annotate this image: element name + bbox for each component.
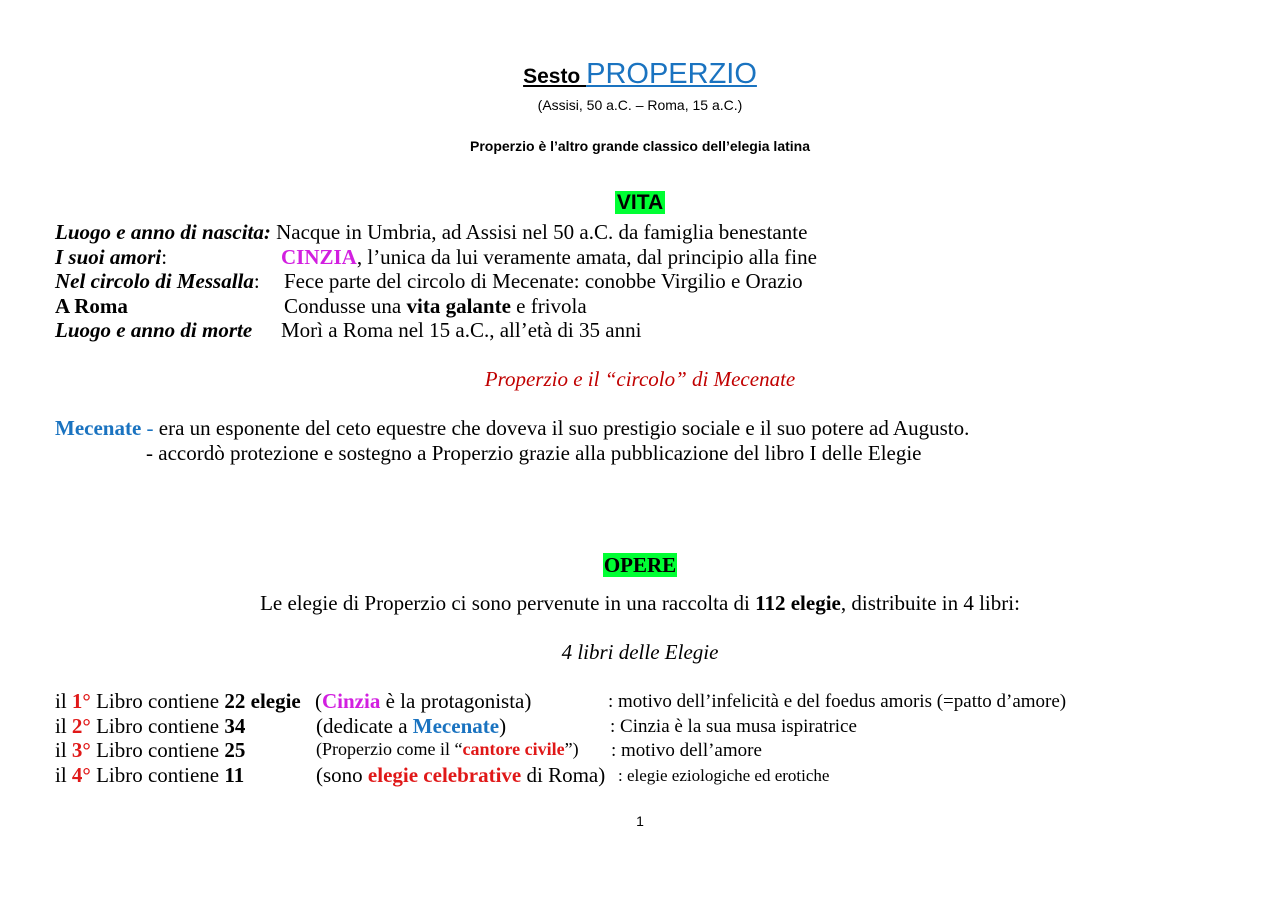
book-number: 2° xyxy=(71,714,91,738)
vita-row-circle-label xyxy=(55,269,260,294)
book-count: 25 xyxy=(224,738,246,762)
book-rest: è la protagonista) xyxy=(380,689,532,713)
vita-label: I suoi amori xyxy=(55,245,162,269)
circolo-heading: Properzio e il “circolo” di Mecenate xyxy=(484,367,796,391)
book-count: 22 elegie xyxy=(224,689,301,713)
opere-heading: OPERE xyxy=(603,553,677,577)
circolo-dash: - xyxy=(141,416,159,440)
opere-heading-wrap xyxy=(0,553,1280,578)
book-row-4-left xyxy=(55,763,244,788)
vita-colon: : xyxy=(253,269,260,293)
vita-value: , l’unica da lui veramente amata, dal principio alla fine xyxy=(356,245,817,269)
book-highlight: elegie celebrative xyxy=(367,763,522,787)
book-number: 3° xyxy=(71,738,91,762)
opere-subheading: 4 libri delle Elegie xyxy=(561,640,719,664)
vita-row-birth xyxy=(55,220,807,245)
book-row-1-left xyxy=(55,689,301,714)
vita-label: Luogo e anno di nascita: xyxy=(55,220,271,244)
book-rest: di Roma) xyxy=(521,763,606,787)
vita-value-post: e frivola xyxy=(510,294,587,318)
book-open: (dedicate a xyxy=(316,714,413,738)
vita-label: Nel circolo di Messalla xyxy=(55,269,254,293)
book-open: ( xyxy=(315,689,322,713)
book-count: 11 xyxy=(224,763,245,787)
book-open: (Properzio come il “ xyxy=(316,739,463,759)
book-number: 1° xyxy=(71,689,91,713)
vita-value-pre: Condusse una xyxy=(284,294,407,318)
book-row-3-note: : motivo dell’amore xyxy=(611,740,762,761)
book-row-2-note: : Cinzia è la sua musa ispiratrice xyxy=(610,716,857,737)
book-prefix: il xyxy=(55,738,72,762)
book-highlight: cantore civile xyxy=(462,739,565,759)
title-prefix: Sesto xyxy=(523,65,587,88)
book-prefix: il xyxy=(55,714,72,738)
opere-intro-bold: 112 elegie xyxy=(755,591,841,615)
vita-value: Nacque in Umbria, ad Assisi nel 50 a.C. da famiglia benestante xyxy=(270,220,808,244)
page-dates: (Assisi, 50 a.C. – Roma, 15 a.C.) xyxy=(537,97,743,113)
vita-heading: VITA xyxy=(616,191,664,214)
page-title xyxy=(0,58,1280,91)
book-prefix: il xyxy=(55,763,72,787)
book-row-1-desc xyxy=(315,689,531,714)
vita-row-death-value: Morì a Roma nel 15 a.C., all’età di 35 anni xyxy=(281,318,642,342)
opere-intro-post: , distribuite in 4 libri: xyxy=(840,591,1020,615)
book-open: (sono xyxy=(316,763,368,787)
book-row-2-left xyxy=(55,714,245,739)
vita-row-rome-label: A Roma xyxy=(55,294,128,318)
vita-value-bold: vita galante xyxy=(406,294,511,318)
book-mid: Libro contiene xyxy=(90,714,225,738)
page-intro: Properzio è l’altro grande classico dell’elegia latina xyxy=(469,138,810,154)
book-row-3-desc xyxy=(316,739,579,760)
vita-row-rome-value xyxy=(284,294,587,319)
book-row-2-desc xyxy=(316,714,506,739)
title-name: PROPERZIO xyxy=(586,58,757,90)
book-highlight: Mecenate xyxy=(412,714,500,738)
vita-row-death-label: Luogo e anno di morte xyxy=(55,318,253,342)
circolo-line-1 xyxy=(55,416,969,441)
book-mid: Libro contiene xyxy=(90,738,225,762)
book-row-3-left xyxy=(55,738,245,763)
page-number: 1 xyxy=(636,813,644,829)
book-count: 34 xyxy=(224,714,246,738)
vita-heading-wrap xyxy=(0,191,1280,215)
vita-row-love-value xyxy=(281,245,817,270)
book-row-4-desc xyxy=(316,763,605,788)
book-row-4-note: : elegie eziologiche ed erotiche xyxy=(618,766,830,785)
book-highlight: Cinzia xyxy=(322,689,381,713)
vita-row-circle-value: Fece parte del circolo di Mecenate: conobbe Virgilio e Orazio xyxy=(284,269,803,293)
opere-intro-pre: Le elegie di Properzio ci sono pervenute in una raccolta di xyxy=(260,591,756,615)
book-rest: ”) xyxy=(564,739,579,759)
book-mid: Libro contiene xyxy=(90,689,225,713)
book-prefix: il xyxy=(55,689,72,713)
circolo-line-2: - accordò protezione e sostegno a Properzio grazie alla pubblicazione del libro I delle Elegie xyxy=(146,441,922,465)
book-rest: ) xyxy=(499,714,507,738)
book-number: 4° xyxy=(71,763,91,787)
circolo-text-1: era un esponente del ceto equestre che doveva il suo prestigio sociale e il suo potere ad Augusto. xyxy=(158,416,970,440)
cinzia-highlight: CINZIA xyxy=(281,245,357,269)
book-mid: Libro contiene xyxy=(90,763,225,787)
opere-intro xyxy=(0,591,1280,616)
vita-row-love-label xyxy=(55,245,167,270)
mecenate-name: Mecenate xyxy=(55,416,142,440)
book-row-1-note: : motivo dell’infelicità e del foedus amoris (=patto d’amore) xyxy=(608,691,1067,712)
vita-colon: : xyxy=(161,245,168,269)
